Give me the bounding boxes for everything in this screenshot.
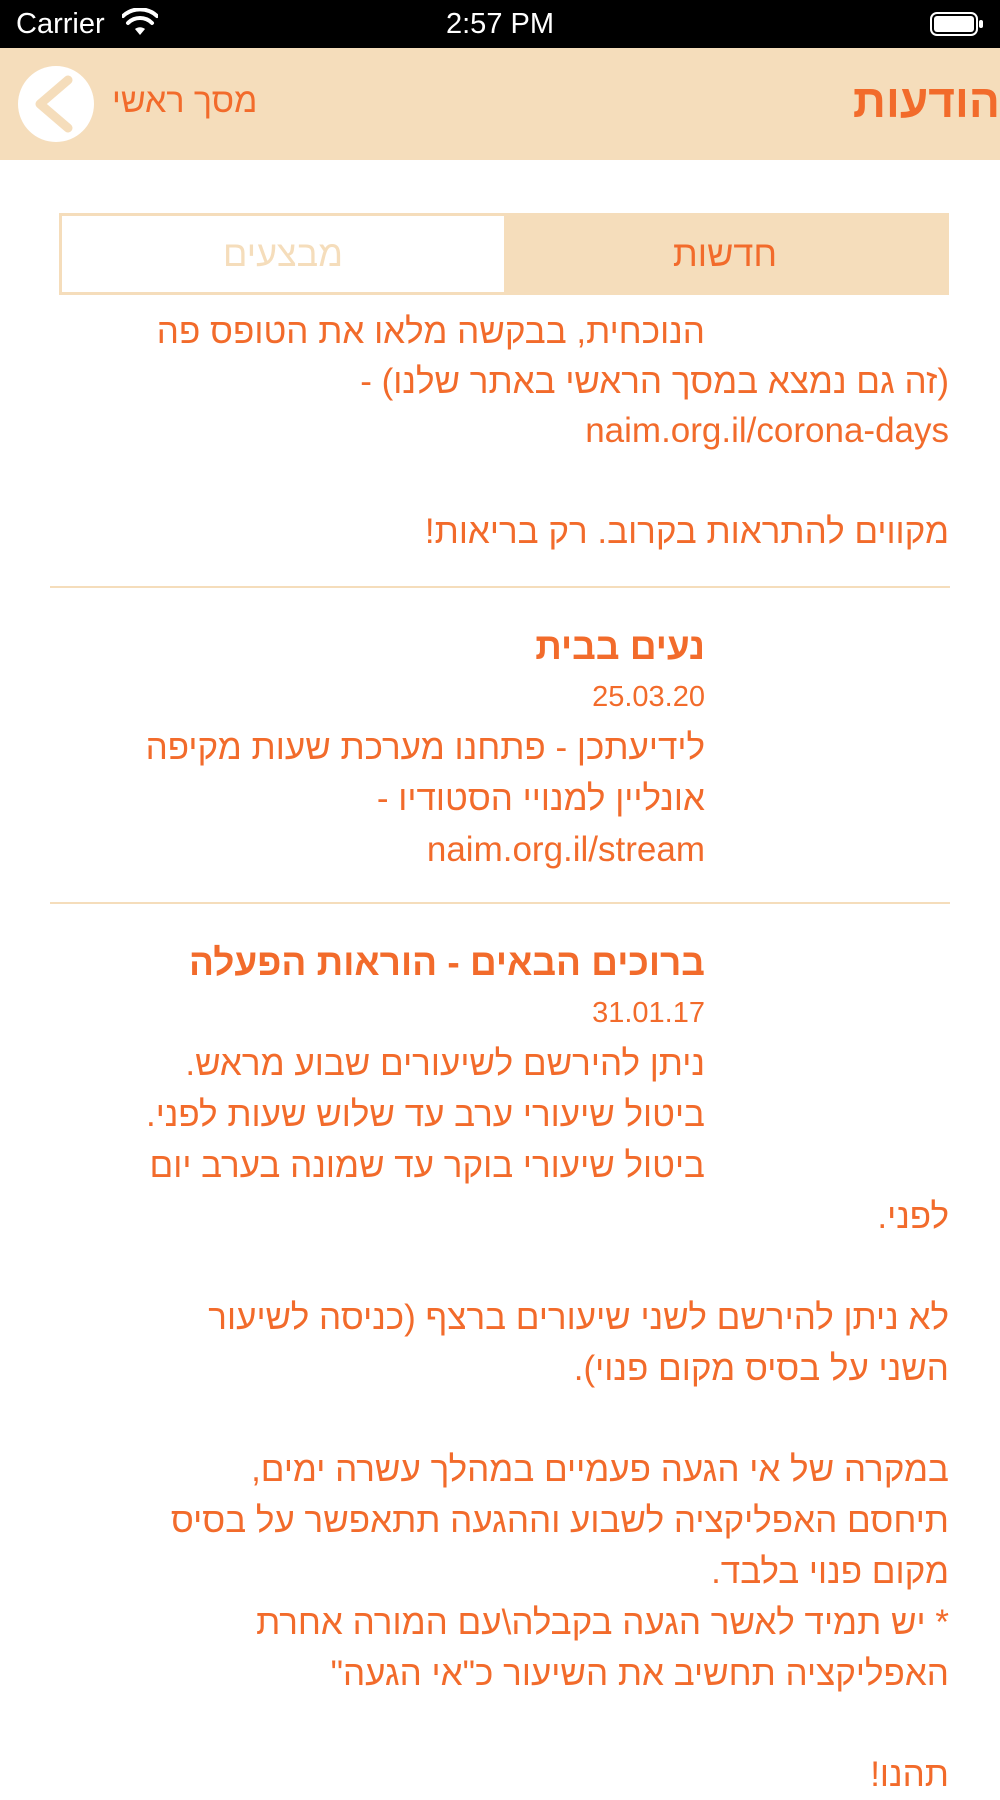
post-line: ניתן להירשם לשיעורים שבוע מראש. [185,1044,705,1083]
post-line: במקרה של אי הגעה פעמיים במהלך עשרה ימים, [251,1450,949,1489]
back-button[interactable] [18,66,94,142]
post-line: תיחסם האפליקציה לשבוע וההגעה תתאפשר על בסיס [170,1501,949,1540]
post-date: 31.01.17 [592,997,705,1029]
post-line: השני על בסיס מקום פנוי). [573,1349,949,1388]
divider [50,586,950,588]
post-line: ביטול שיעורי בוקר עד שמונה בערב יום [149,1146,705,1185]
intro-line: (זה גם נמצא במסך הראשי באתר שלנו) - [360,362,949,401]
post-line: תהנו! [870,1755,949,1794]
post-line: * יש תמיד לאשר הגעה בקבלה\עם המורה אחרת [256,1603,949,1642]
intro-line: מקווים להתראות בקרוב. רק בריאות! [424,512,949,551]
page-title: הודעות [852,75,1000,127]
carrier-label: Carrier [16,8,105,40]
post-line: לידיעתכן - פתחנו מערכת שעות מקיפה [145,728,705,767]
chevron-left-icon [18,66,94,142]
post-link[interactable]: naim.org.il/stream [426,830,705,869]
post-title: נעים בבית [535,626,705,667]
divider [50,902,950,904]
post-date: 25.03.20 [592,681,705,713]
battery-icon [930,12,984,36]
post-line: מקום פנוי בלבד. [711,1552,949,1591]
post-line: לפני. [877,1197,949,1236]
intro-link[interactable]: naim.org.il/corona-days [585,411,949,450]
post-line: האפליקציה תחשיב את השיעור כ"אי הגעה" [330,1654,949,1693]
segmented-control [59,213,949,295]
post-line: לא ניתן להירשם לשני שיעורים ברצף (כניסה לשיעור [208,1298,949,1337]
navigation-bar [0,48,1000,160]
status-bar [0,0,1000,48]
intro-line: הנוכחית, בבקשה מלאו את הטופס פה [156,312,705,351]
back-label[interactable]: מסך ראשי [112,82,258,120]
status-time: 2:57 PM [446,8,554,40]
post-line: אונליין למנויי הסטודיו - [376,779,705,818]
tab-news[interactable]: חדשות [504,216,946,292]
tab-promotions[interactable]: מבצעים [62,216,504,292]
post-line: ביטול שיעורי ערב עד שלוש שעות לפני. [145,1095,705,1134]
post-title: ברוכים הבאים - הוראות הפעלה [188,942,705,983]
